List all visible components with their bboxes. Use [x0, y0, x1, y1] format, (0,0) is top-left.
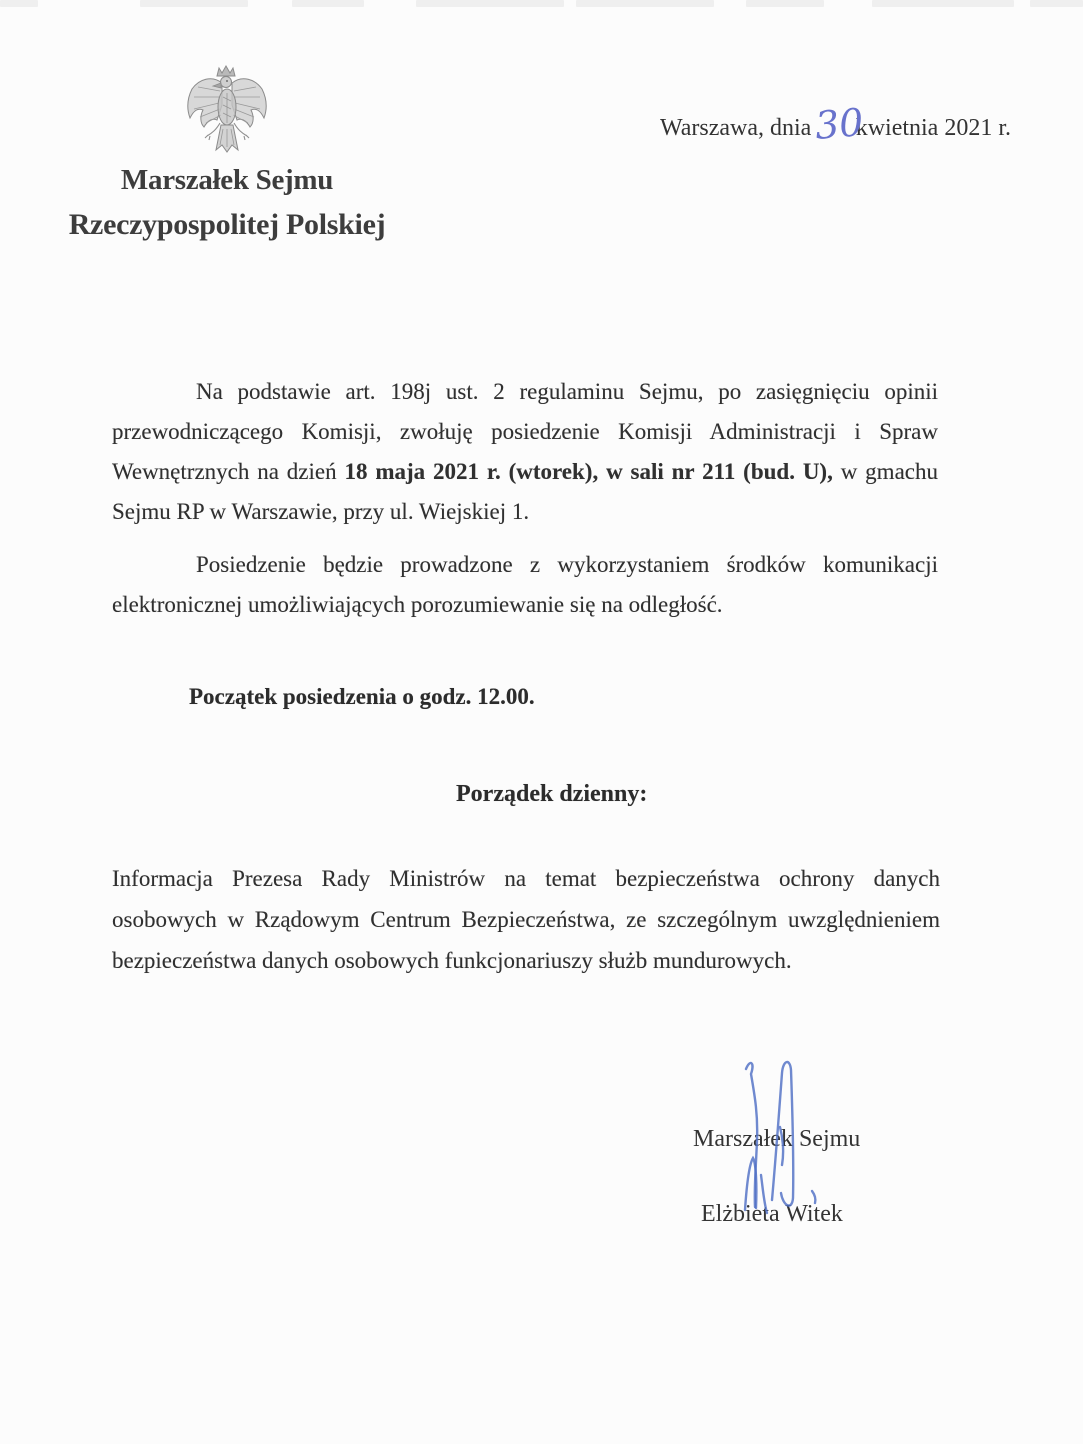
signature-title: Marszałek Sejmu: [693, 1126, 861, 1152]
paragraph1-text-end: w gmachu Sejmu RP w Warszawie, przy ul. Wiejskiej 1.: [112, 459, 938, 524]
scan-artifact: [0, 0, 38, 7]
meeting-date-bold: 18 maja 2021 r. (wtorek), w sali nr 211 (bud. U),: [344, 459, 833, 484]
handwritten-day: 30: [813, 99, 866, 149]
meeting-start-time: Początek posiedzenia o godz. 12.00.: [189, 684, 535, 709]
scan-artifact: [576, 0, 714, 7]
paragraph-remote-participation: Posiedzenie będzie prowadzone z wykorzystaniem środków komunikacji elektronicznej umożliwiających porozumiewanie się na odległość.: [112, 552, 938, 617]
handwritten-signature: [728, 1055, 838, 1235]
scan-artifact: [416, 0, 564, 7]
scan-artifact: [872, 0, 1014, 7]
scan-artifact: [292, 0, 364, 7]
polish-eagle-emblem: [186, 64, 272, 156]
scan-artifact: [140, 0, 248, 7]
dateline: [660, 99, 1011, 149]
signature-name: Elżbieta Witek: [701, 1201, 843, 1227]
scan-artifact: [1030, 0, 1083, 7]
agenda-item: Informacja Prezesa Rady Ministrów na temat bezpieczeństwa ochrony danych osobowych w Rządowym Centrum Bezpieczeństwa, ze szczególnym uwzględnieniem bezpieczeństwa danych osobowych funkcjonariuszy służb mundurowych.: [112, 866, 940, 973]
agenda-heading: Porządek dzienny:: [456, 781, 648, 807]
dateline-prefix: Warszawa, dnia: [660, 115, 812, 141]
paragraph-legal-basis: [112, 372, 938, 532]
letterhead-title-line1: Marszałek Sejmu: [120, 164, 334, 196]
letterhead-title-line2: Rzeczypospolitej Polskiej: [68, 208, 386, 241]
paragraph1-text-start: Na podstawie art. 198j ust. 2 regulaminu Sejmu, po zasięgnięciu opinii przewodniczącego Komisji, zwołuję posiedzenie Komisji Administracji i Spraw Wewnętrznych na dzień: [112, 379, 938, 484]
dateline-suffix: kwietnia 2021 r.: [855, 115, 1011, 141]
scan-artifact: [746, 0, 824, 7]
